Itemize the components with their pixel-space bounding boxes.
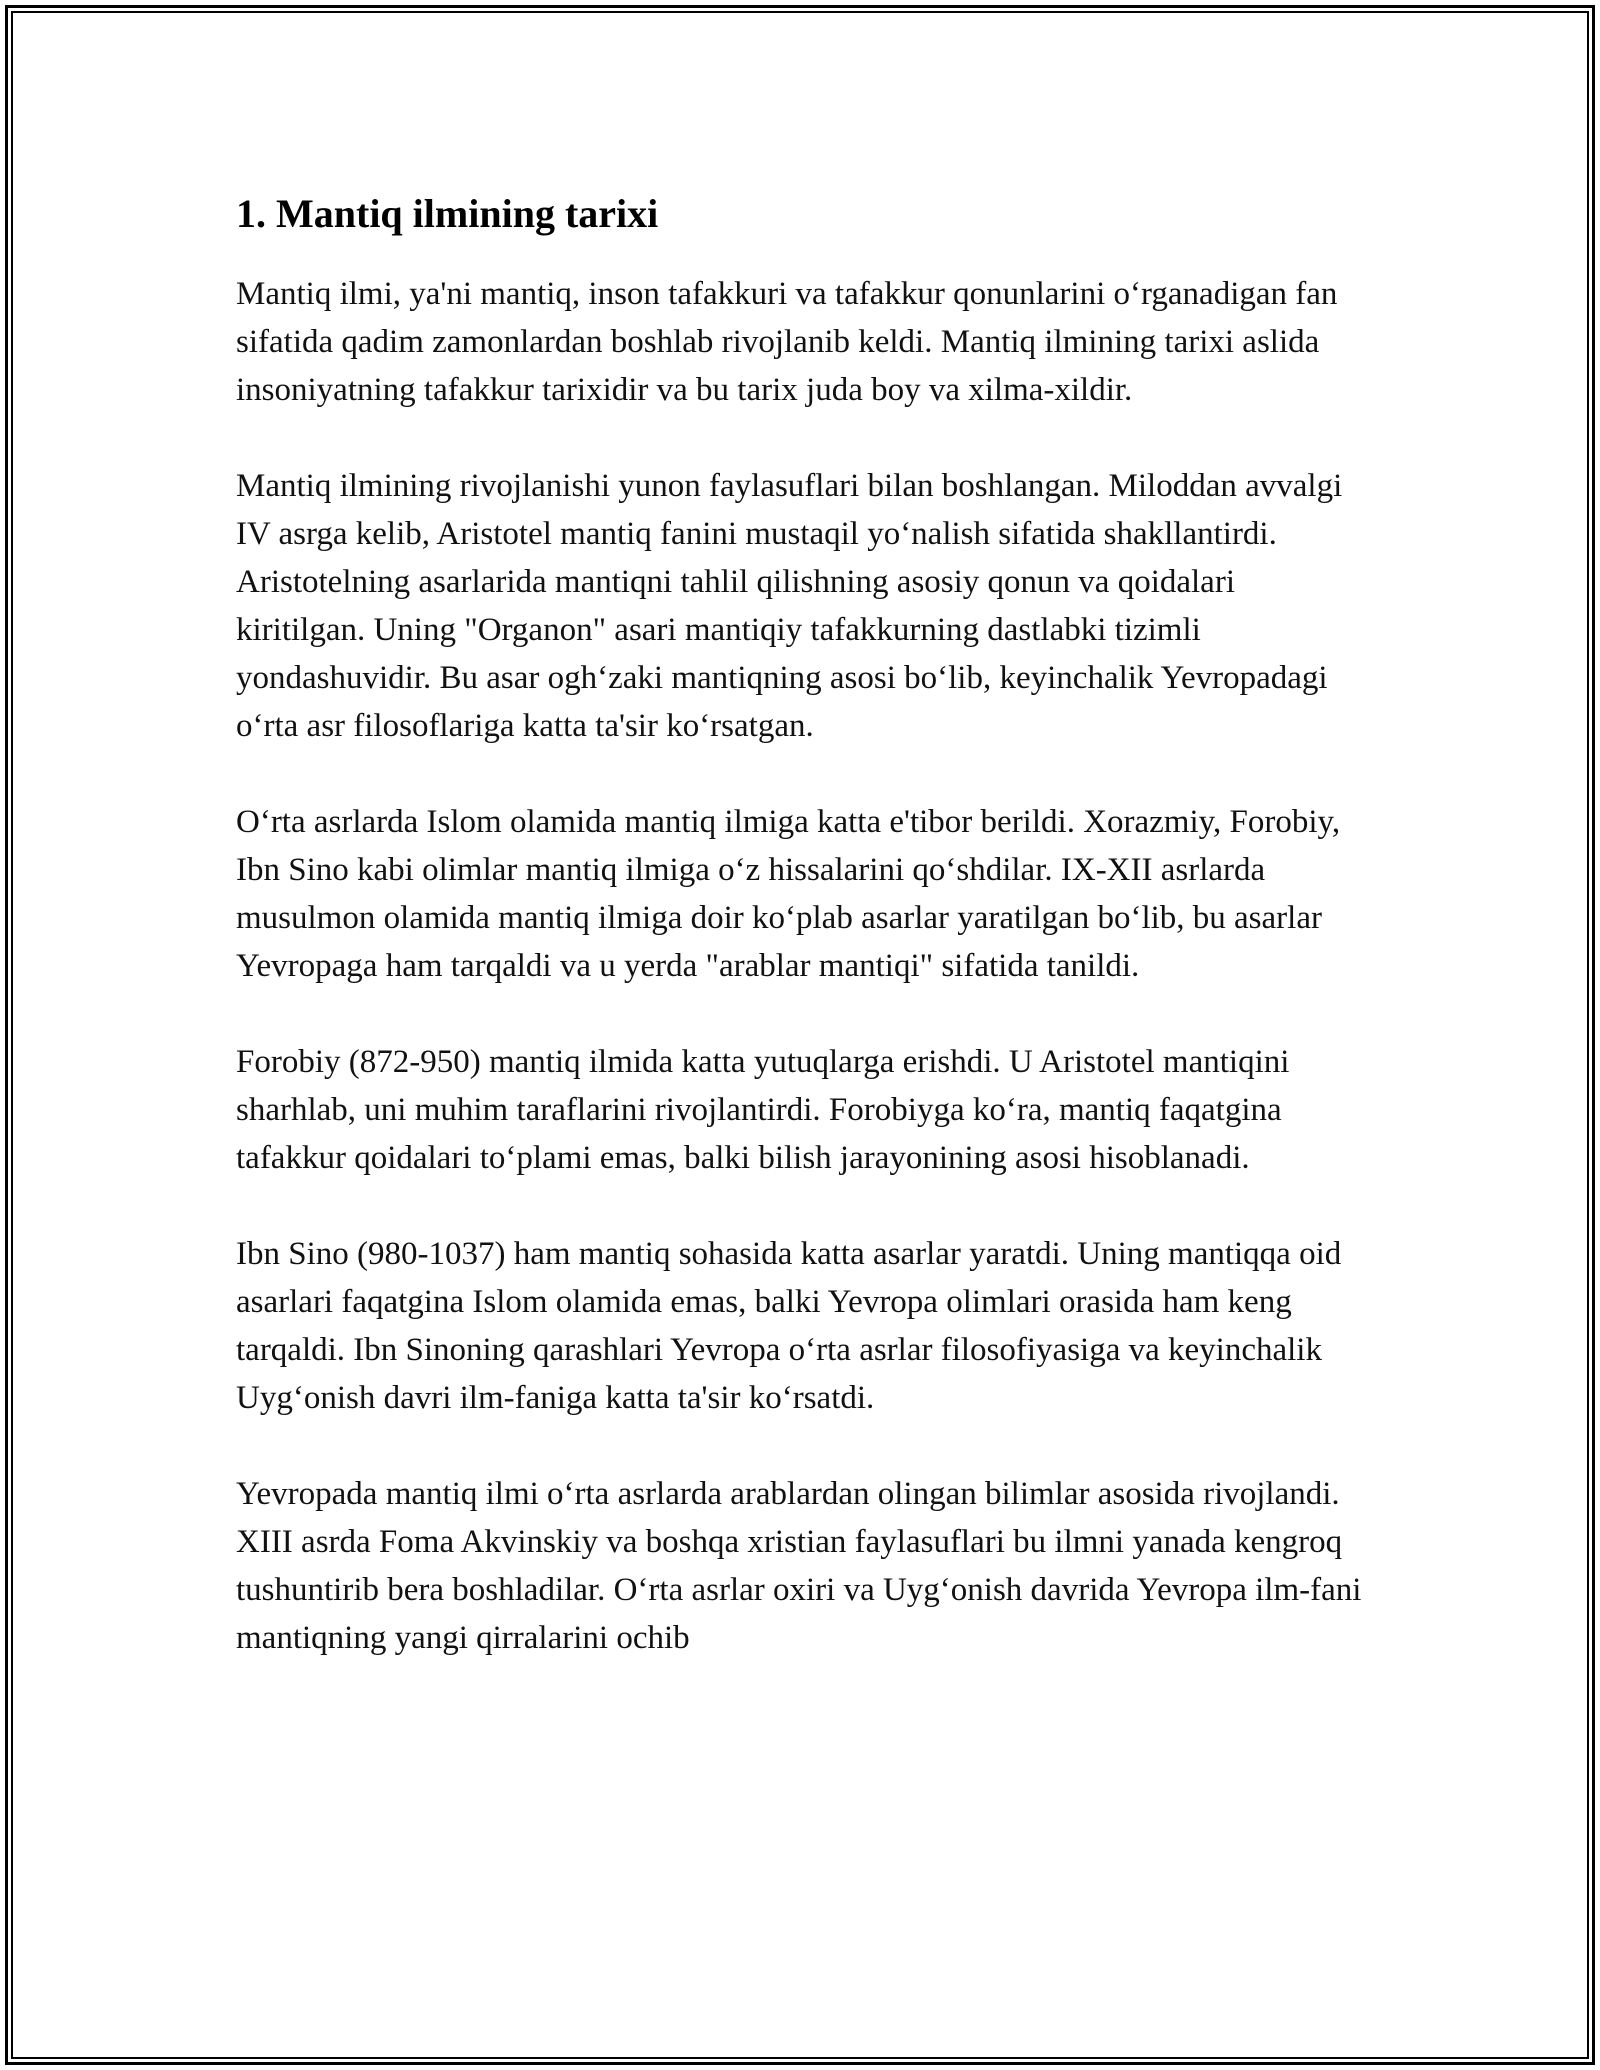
section-heading: 1. Mantiq ilmining tarixi (236, 191, 659, 236)
paragraph-ibn-sino: Ibn Sino (980-1037) ham mantiq sohasida katta asarlar yaratdi. Uning mantiqqa oid asarlari faqatgina Islom olamida emas, balki Yevropa olimlari orasida ham keng tarqaldi. Ibn Sinoning qarashlari Yevropa o‘rta asrlar filosofiyasiga va keyinchalik Uyg‘onish davri ilm-faniga katta ta'sir ko‘rsatdi. (236, 1236, 1342, 1416)
paragraph-farabi: Forobiy (872-950) mantiq ilmida katta yutuqlarga erishdi. U Aristotel mantiqini sharhlab, uni muhim taraflarini rivojlantirdi. Forobiyga ko‘ra, mantiq faqatgina tafakkur qoidalari to‘plami emas, balki bilish jarayonining asosi hisoblanadi. (236, 1044, 1290, 1176)
paragraph-islamic-world: O‘rta asrlarda Islom olamida mantiq ilmiga katta e'tibor berildi. Xorazmiy, Forobiy, Ibn Sino kabi olimlar mantiq ilmiga o‘z hissalarini qo‘shdilar. IX-XII asrlarda musulmon olamida mantiq ilmiga doir ko‘plab asarlar yaratilgan bo‘lib, bu asarlar Yevropaga ham tarqaldi va u yerda "arablar mantiqi" sifatida tanildi. (236, 804, 1341, 984)
paragraph-intro: Mantiq ilmi, ya'ni mantiq, inson tafakkuri va tafakkur qonunlarini o‘rganadigan fan sifatida qadim zamonlardan boshlab rivojlanib keldi. Mantiq ilmining tarixi aslida insoniyatning tafakkur tarixidir va bu tarix juda boy va xilma-xildir. (236, 276, 1338, 408)
document-body (236, 186, 1366, 1710)
paragraph-europe: Yevropada mantiq ilmi o‘rta asrlarda arablardan olingan bilimlar asosida rivojlandi. XIII asrda Foma Akvinskiy va boshqa xristian faylasuflari bu ilmni yanada kengroq tushuntirib bera boshladilar. O‘rta asrlar oxiri va Uyg‘onish davrida Yevropa ilm-fani mantiqning yangi qirralarini ochib (236, 1476, 1362, 1656)
paragraph-aristotle: Mantiq ilmining rivojlanishi yunon faylasuflari bilan boshlangan. Miloddan avvalgi IV asrga kelib, Aristotel mantiq fanini mustaqil yo‘nalish sifatida shakllantirdi. Aristotelning asarlarida mantiqni tahlil qilishning asosiy qonun va qoidalari kiritilgan. Uning "Organon" asari mantiqiy tafakkurning dastlabki tizimli yondashuvidir. Bu asar ogh‘zaki mantiqning asosi bo‘lib, keyinchalik Yevropadagi o‘rta asr filosoflariga katta ta'sir ko‘rsatgan. (236, 468, 1343, 744)
